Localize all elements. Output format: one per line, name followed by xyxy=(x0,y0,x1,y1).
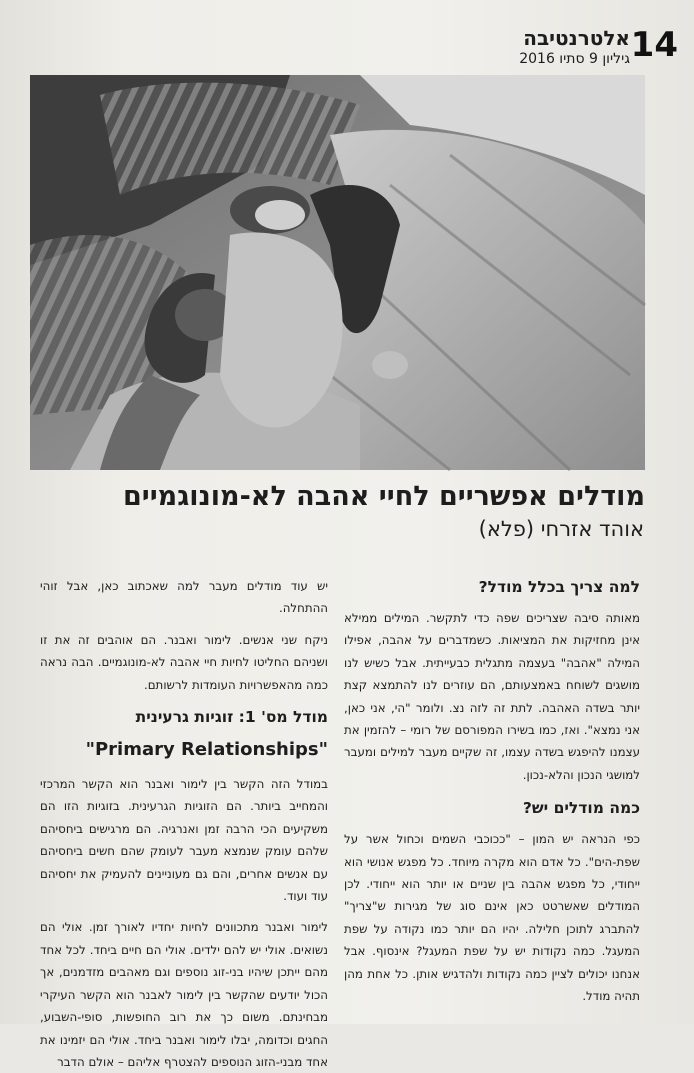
section-heading-model-1: מודל מס' 1: זוגיות גרעינית xyxy=(135,708,328,727)
paragraph: לימור ואבנר מתכוונים לחיות יחדיו לאורך זמן. אולי הם נשואים. אולי יש להם ילדים. אולי הם חיים ביחד. לכל אחד מהם ייתכן שיהיו בני-זוג נוספים וגם מאהבים מזדמנים, אך הכול יודעים שהקשר בין לימור לאבנר הוא הקשר העיקרי מבחינתם. משום כך את רוב החופשות, סופי-השבוע, החגים וכדומה, יבלו לימור ואבנר ביחד. אולי הם יזמינו את אחד מבני-הזוג הנוספים להצטרף אליהם – אולם הדבר xyxy=(40,920,328,1069)
article-column-left xyxy=(40,575,328,1069)
article-title: מודלים אפשריים לחיי אהבה לא-מונוגמיים xyxy=(122,481,645,512)
magazine-name: אלטרנטיבה xyxy=(523,26,630,50)
section-heading-model-1-english: "Primary Relationships" xyxy=(85,739,328,761)
section-heading-why-model: למה צריך בכלל מודל? xyxy=(478,578,640,596)
paragraph: ניקח שני אנשים. לימור ואבנר. הם אוהבים זה את זו ושניהם החליטו לחיות חיי אהבה לא-מונוגמיים. הבה נראה כמה מהאפשרויות העומדות לרשותם. xyxy=(40,632,328,692)
page-number: 14 xyxy=(630,25,678,65)
paragraph: יש עוד מודלים מעבר למה שאכתוב כאן, אבל זוהי ההתחלה. xyxy=(40,579,328,616)
article-column-right xyxy=(344,575,640,1024)
masthead xyxy=(468,26,678,70)
section-heading-how-many-models: כמה מודלים יש? xyxy=(522,799,640,818)
issue-line: גיליון 9 סתיו 2016 xyxy=(519,51,630,67)
paragraph: במודל הזה הקשר בין לימור ואבנר הוא הקשר המרכזי והמחייב ביותר. הם הזוגיות הגרעינית. בזוגיות הזו הם משקיעים הכי הרבה זמן ואנרגיה. הם מרגישים ביחסיהם שלהם עומק שנמצא מעבר לעומק שהם חשים ביחסיהם עם אנשים אחרים, והם גם מעוניינים להעמיק את יחסיהם עוד ועוד. xyxy=(40,777,328,904)
article-photo xyxy=(30,75,645,470)
paragraph: כפי הנראה יש המון – "ככוכבי השמים וכחול אשר על שפת-הים". כל אדם הוא מקרה מיוחד. כל מפגש אנושי הוא ייחודי, כל מפגש אהבה בין שניים או יותר הוא ייחודי. לכן המודלים שאשרטט כאן אינם סוג של מגירות ש"צריך" להתברג לתוכן חלילה. יהיו הם יותר כמו נקודה על שפת המעגל. כמה נקודות יש על שפת המעגל? אינסוף. אבל אנחנו יכולים לציין כמה נקודות ולהדגיש אותן. כל אחת מהן תהיה מודל. xyxy=(344,832,640,1004)
article-author: אוהד אזרחי (פלא) xyxy=(478,517,644,541)
photo-couple-in-bed-icon xyxy=(30,75,645,470)
paragraph: מאותה סיבה שצריכים שפה כדי לתקשר. המילים ממילא אינן מחזיקות את המציאות. כשמדברים על אהבה, אפילו המילה "אהבה" בעצמה מתגלית כבעייתית. אבל כשיש לנו מושגים לשוחח באמצעותם, הם עוזרים לנו להתמצא קצת יותר בשדה האהבה. לתת זה לזה נצ. ולומר "הי, אני כאן, אני נמצא". ואז, כמו בשירו המפורסם של רומי – להזמין את עצמנו להיפגש בשדה עצמו, זה שקיים מעבר למילים ומעבר למושגי הנכון והלא-נכון. xyxy=(344,611,640,782)
